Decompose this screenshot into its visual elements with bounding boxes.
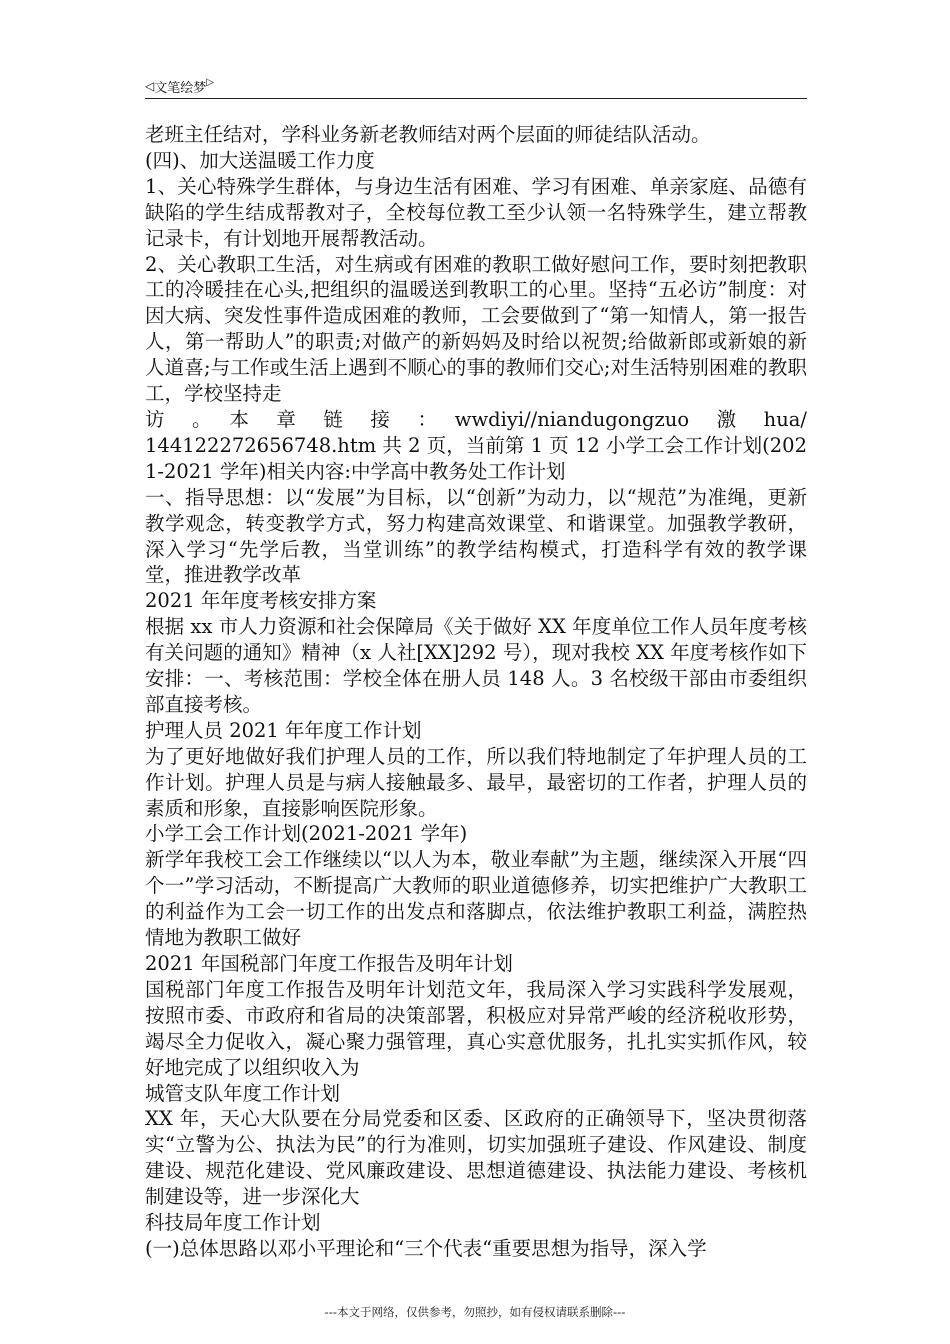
heading-nursing-plan: 护理人员 2021 年年度工作计划: [145, 718, 422, 742]
paragraph-nursing: 为了更好地做好我们护理人员的工作，所以我们特地制定了年护理人员的工作计划。护理人员是与病人接触最多、最早，最密切的工作者，护理人员的素质和形象，直接影响医院形象。: [145, 744, 807, 820]
heading-union-plan: 小学工会工作计划(2021-2021 学年): [145, 822, 468, 846]
heading-tax-report: 2021 年国税部门年度工作报告及明年计划: [145, 952, 513, 975]
heading-assessment-plan: 2021 年年度考核安排方案: [145, 589, 377, 613]
page-header: [145, 74, 807, 99]
paragraph-3: 1、关心特殊学生群体，与身边生活有困难、学习有困难、单亲家庭、品德有缺陷的学生结成帮教对子，全校每位教工至少认领一名特殊学生，建立帮教记录卡，有计划地开展帮教活动。: [145, 174, 807, 250]
paragraph-4: 2、关心教职工生活，对生病或有困难的教职工做好慰问工作，要时刻把教职工的冷暖挂在心头,把组织的温暖送到教职工的心里。坚持“五必访”制度：对因大病、突发性事件造成困难的教师，工会要做到了“第一知情人，第一报告人，第一帮助人”的职责;对做产的新妈妈及时给以祝贺;给做新郎或新娘的新人道喜;与工作或生活上遇到不顺心的事的教师们交心;对生活特别困难的教职工，学校坚持走: [145, 252, 807, 406]
page-footer: ---本文于网络，仅供参考，勿照抄，如有侵权请联系删除---: [324, 1305, 626, 1319]
paragraph-page-info: 14412227265​6748.htm 共 2 页，当前第 1 页 12 小学工会工作计划(2021-2021 学年)相关内容:中学高中教务处工作计划: [145, 433, 807, 483]
document-body: [145, 122, 807, 1262]
paragraph-union: 新学年我校工会工作继续以“以人为本，敬业奉献”为主题，继续深入开展“四个一”学习活动，不断提高广大教师的职业道德修养，切实把维护广大教职工的利益作为工会一切工作的出发点和落脚点，依法维护教职工利益，满腔热情地为教职工做好: [145, 848, 807, 950]
paragraph-1: 老班主任结对，学科业务新老教师结对两个层面的师徒结队活动。: [145, 123, 711, 146]
section-heading-4: (四)、加大送温暖工作力度: [145, 148, 375, 172]
paragraph-assessment: 根据 xx 市人力资源和社会保障局《关于做好 XX 年度单位工作人员年度考核有关问题的通知》精神（x 人社[XX]292 号），现对我校 XX 年度考核作如下安排：一、考核范围：学校全体在册人员 148 人。3 名校级干部由市委组织部直接考核。: [145, 615, 807, 716]
paragraph-link-line: 访 。 本 章 链 接 ： wwdiyi//niandugongzuo 激 hua/: [145, 407, 807, 431]
right-triangle-icon: ▷: [206, 76, 214, 88]
paragraph-tech-bureau: (一)总体思路以邓小平理论和“三个代表“重要思想为指导，深入学: [145, 1236, 707, 1260]
left-triangle-icon: ◁: [145, 79, 155, 93]
heading-urban-management: 城管支队年度工作计划: [145, 1081, 341, 1105]
paragraph-tax: 国税部门年度工作报告及明年计划范文年，我局深入学习实践科学发展观，按照市委、市政府和省局的决策部署，积极应对异常严峻的经济税收形势，竭尽全力促收入，凝心聚力强管理，真心实意优服务，扎扎实实抓作风，较好地完成了以组织收入为: [145, 977, 807, 1079]
paragraph-urban-management: XX 年，天心大队要在分局党委和区委、区政府的正确领导下，坚决贯彻落实“立警为公、执法为民”的行为准则，切实加强班子建设、作风建设、制度建设、规范化建设、党风廉政建设、思想道德建设、执法能力建设、考核机制建设等，进一步深化大: [145, 1107, 807, 1209]
header-title: 文笔绘梦: [154, 80, 207, 96]
heading-tech-bureau: 科技局年度工作计划: [145, 1211, 321, 1235]
paragraph-guiding-thought: 一、指导思想：以“发展”为目标，以“创新”为动力，以“规范”为准绳，更新教学观念，转变教学方式，努力构建高效课堂、和谐课堂。加强教学教研，深入学习“先学后教，当堂训练”的教学结构模式，打造科学有效的教学课堂，推进教学改革: [145, 485, 807, 587]
